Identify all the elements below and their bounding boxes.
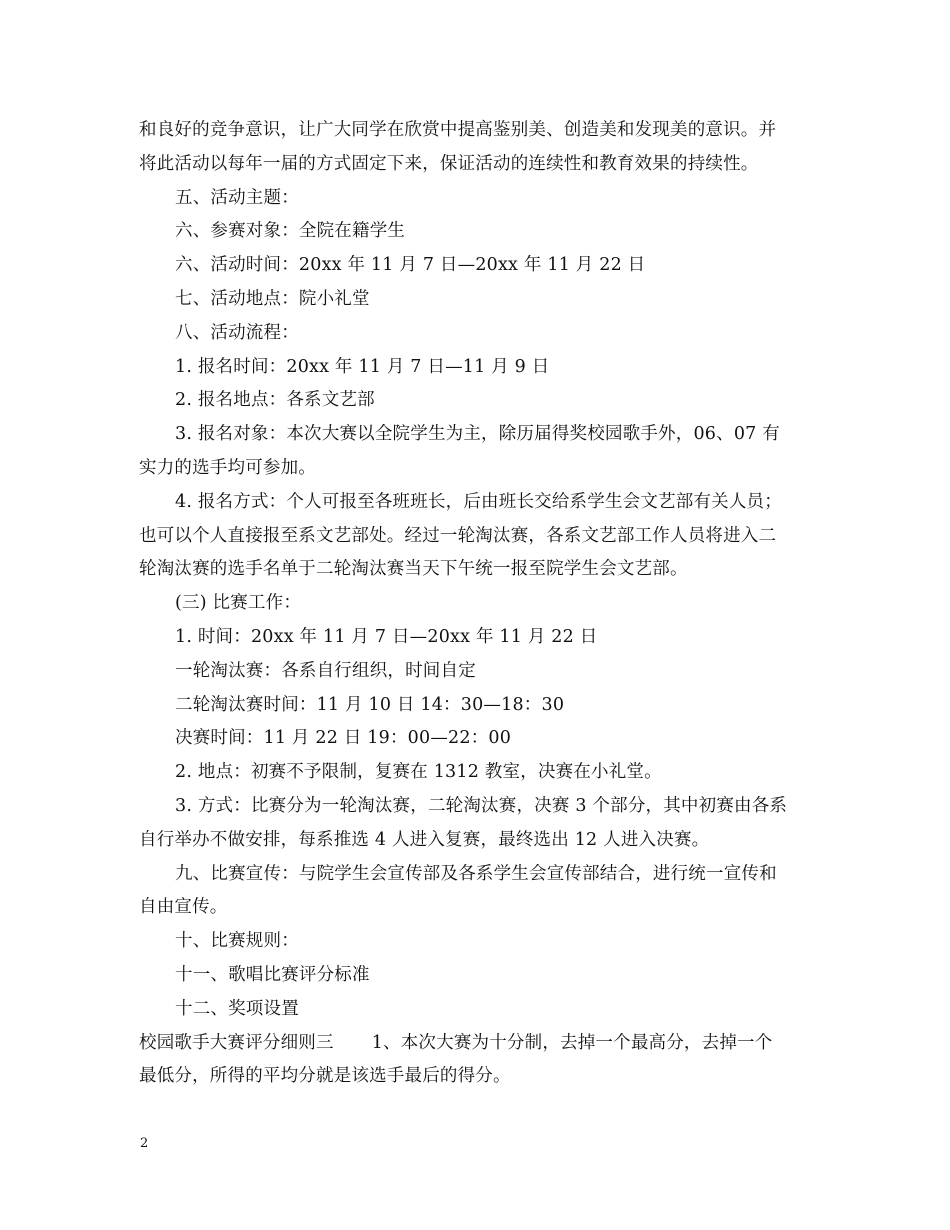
text-line: 自由宣传。 xyxy=(139,897,228,918)
text-line: 1. 报名时间：20xx 年 11 月 7 日—11 月 9 日 xyxy=(175,356,550,377)
text-line: 六、参赛对象：全院在籍学生 xyxy=(175,221,406,242)
text-line: 九、比赛宣传：与院学生会宣传部及各系学生会宣传部结合，进行统一宣传和 xyxy=(175,863,777,884)
text-line: 二轮淘汰赛时间：11 月 10 日 14：30—18：30 xyxy=(175,694,565,715)
document-body xyxy=(139,114,815,1094)
text-line: 将此活动以每年一届的方式固定下来，保证活动的连续性和教育效果的持续性。 xyxy=(139,153,759,174)
text-line: 轮淘汰赛的选手名单于二轮淘汰赛当天下午统一报至院学生会文艺部。 xyxy=(139,559,688,580)
text-line: 4. 报名方式：个人可报至各班班长，后由班长交给系学生会文艺部有关人员； xyxy=(175,491,782,512)
text-line: 1. 时间：20xx 年 11 月 7 日—20xx 年 11 月 22 日 xyxy=(175,626,598,647)
text-line-split xyxy=(139,1027,815,1061)
split-line-right: 1、本次大赛为十分制，去掉一个最高分，去掉一个 xyxy=(371,1032,773,1053)
text-line: 最低分，所得的平均分就是该选手最后的得分。 xyxy=(139,1066,511,1087)
text-line: 八、活动流程： xyxy=(175,322,299,343)
text-line: 2. 地点：初赛不予限制，复赛在 1312 教室，决赛在小礼堂。 xyxy=(175,762,662,783)
text-line: 七、活动地点：院小礼堂 xyxy=(175,288,370,309)
text-line: 和良好的竞争意识，让广大同学在欣赏中提高鉴别美、创造美和发现美的意识。并 xyxy=(139,120,777,140)
text-line: 十一、歌唱比赛评分标准 xyxy=(175,964,370,985)
text-line: 也可以个人直接报至系文艺部处。经过一轮淘汰赛，各系文艺部工作人员将进入二 xyxy=(139,525,777,546)
split-line-left: 校园歌手大赛评分细则三 xyxy=(139,1032,334,1053)
page-number: 2 xyxy=(140,1136,149,1151)
text-line: 五、活动主题： xyxy=(175,187,299,208)
text-line: 实力的选手均可参加。 xyxy=(139,457,316,478)
text-line: 一轮淘汰赛：各系自行组织，时间自定 xyxy=(175,660,476,681)
text-line: 3. 报名对象：本次大赛以全院学生为主，除历届得奖校园歌手外，06、07 有 xyxy=(175,424,780,445)
text-line: 3. 方式：比赛分为一轮淘汰赛，二轮淘汰赛，决赛 3 个部分，其中初赛由各系 xyxy=(175,795,788,816)
text-line: (三) 比赛工作： xyxy=(175,593,302,614)
text-line: 2. 报名地点：各系文艺部 xyxy=(175,390,375,411)
text-line: 十二、奖项设置 xyxy=(175,998,299,1019)
text-line: 六、活动时间：20xx 年 11 月 7 日—20xx 年 11 月 22 日 xyxy=(175,255,646,276)
text-line: 自行举办不做安排，每系推选 4 人进入复赛，最终选出 12 人进入决赛。 xyxy=(139,829,710,850)
text-line: 十、比赛规则： xyxy=(175,931,299,952)
text-line: 决赛时间：11 月 22 日 19：00—22：00 xyxy=(175,728,512,749)
